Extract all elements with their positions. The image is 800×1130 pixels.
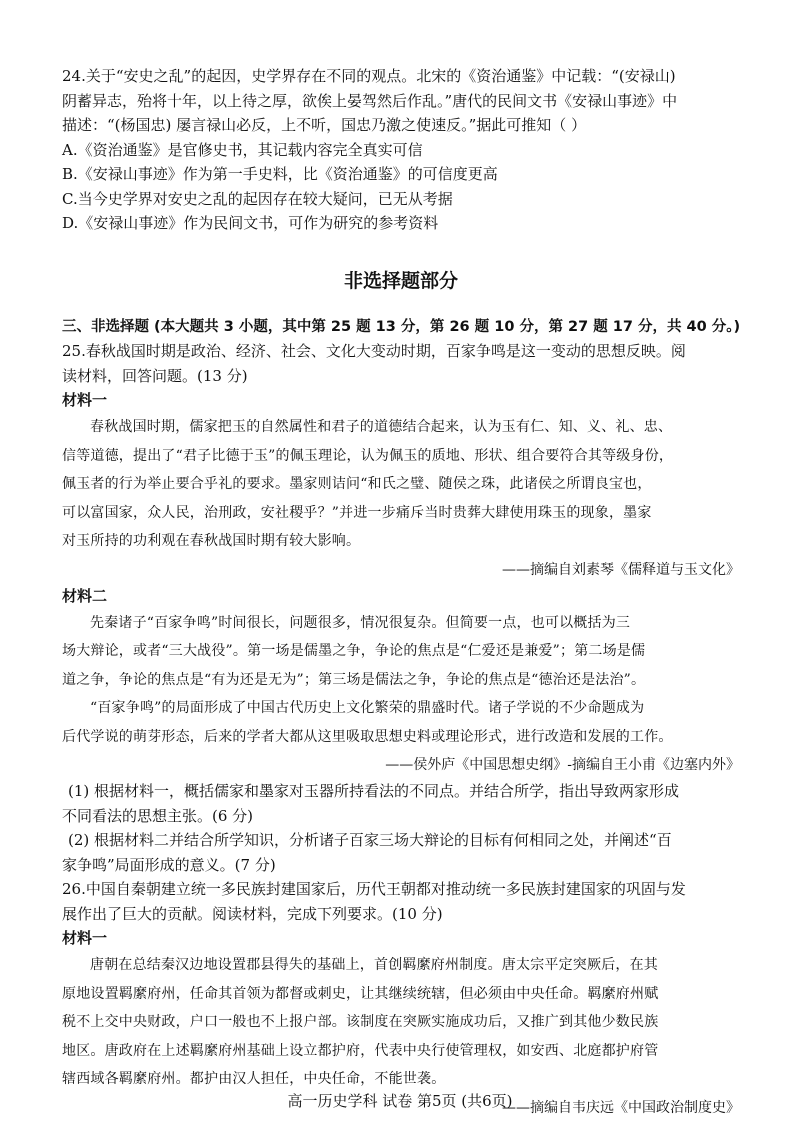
q26-intro-line: 展作出了巨大的贡献。阅读材料，完成下列要求。(10 分) [62, 904, 443, 923]
material-label: 材料二 [62, 586, 108, 605]
q24-option-d: D.《安禄山事迹》作为民间文书，可作为研究的参考资料 [62, 214, 439, 232]
material-source: ——侯外庐《中国思想史纲》-摘编自王小甫《边塞内外》 [385, 757, 740, 773]
q24-option-a: A.《资治通鉴》是官修史书，其记载内容完全真实可信 [62, 140, 423, 159]
q24-option-b: B.《安禄山事迹》作为第一手史料，比《资治通鉴》的可信度更高 [62, 165, 498, 183]
material-text: 先秦诸子“百家争鸣”时间很长，问题很多，情况很复杂。但简要一点，也可以概括为三 [90, 614, 631, 631]
section-header: 三、非选择题 (本大题共 3 小题，其中第 25 题 13 分，第 26 题 10 分，第 27 题 17 分，共 40 分。) [62, 318, 740, 335]
material-text: 场大辩论，或者“三大战役”。第一场是儒墨之争，争论的焦点是“仁爱还是兼爱”；第二场是儒 [62, 643, 646, 659]
material-label: 材料一 [62, 929, 108, 947]
material-text: 对玉所持的功利观在春秋战国时期有较大影响。 [62, 533, 361, 549]
question-26 [62, 877, 740, 1122]
sub-question-2: 家争鸣”局面形成的意义。(7 分) [62, 855, 276, 874]
sub-question-1: (1) 根据材料一，概括儒家和墨家对玉器所持看法的不同点。并结合所学，指出导致两家形成 [68, 782, 680, 800]
material-text: “百家争鸣”的局面形成了中国古代历史上文化繁荣的鼎盛时代。诸子学说的不少命题成为 [90, 700, 645, 716]
material-source: ——摘编自韦庆远《中国政治制度史》 [502, 1099, 740, 1116]
sub-question-2: (2) 根据材料二并结合所学知识，分析诸子百家三场大辩论的目标有何相同之处，并阐述“百 [68, 831, 672, 849]
material-text: 信等道德，提出了“君子比德于玉”的佩玉理论，认为佩玉的质地、形状、组合要符合其等级身份， [62, 447, 674, 464]
question-24 [62, 64, 740, 236]
material-text: 后代学说的萌芽形态，后来的学者大都从这里吸取思想史料或理论形式，进行改造和发展的工作。 [62, 728, 673, 745]
q26-intro-line: 26.中国自秦朝建立统一多民族封建国家后，历代王朝都对推动统一多民族封建国家的巩固与发 [62, 880, 686, 898]
material-text: 唐朝在总结秦汉边地设置郡县得失的基础上，首创羁縻府州制度。唐太宗平定突厥后，在其 [90, 957, 658, 973]
material-text: 可以富国家，众人民，治刑政，安社稷乎？”并进一步痛斥当时贵葬大肆使用珠玉的现象，墨家 [62, 504, 652, 521]
sub-question-1: 不同看法的思想主张。(6 分) [62, 806, 254, 825]
q24-line: 24.关于“安史之乱”的起因，史学界存在不同的观点。北宋的《资治通鉴》中记载：“(安禄山) [62, 67, 676, 85]
question-25 [62, 339, 740, 877]
material-text: 道之争，争论的焦点是“有为还是无为”；第三场是儒法之争，争论的焦点是“德治还是法治”。 [62, 671, 646, 688]
q25-intro-line: 25.春秋战国时期是政治、经济、社会、文化大变动时期，百家争鸣是这一变动的思想反映。阅 [62, 342, 686, 360]
material-label: 材料一 [62, 391, 108, 409]
q25-intro-line: 读材料，回答问题。(13 分) [62, 366, 248, 385]
q24-line: 描述：“(杨国忠) 屡言禄山必反，上不听，国忠乃激之使速反。”据此可推知（ ） [62, 116, 587, 134]
page-footer: 高一历史学科 试卷 第5页 (共6页) [287, 1092, 513, 1110]
q24-option-c: C.当今史学界对安史之乱的起因存在较大疑问，已无从考据 [62, 189, 453, 208]
material-text: 地区。唐政府在上述羁縻府州基础上设立都护府，代表中央行使管理权，如安西、北庭都护府管 [62, 1042, 659, 1059]
material-text: 税不上交中央财政，户口一般也不上报户部。该制度在突厥实施成功后，又推广到其他少数民族 [62, 1014, 659, 1030]
q24-line: 阴蓄异志，殆将十年，以上待之厚，欲俟上晏驾然后作乱。”唐代的民间文书《安禄山事迹》中 [62, 91, 678, 110]
section-title: 非选择题部分 [343, 269, 458, 292]
material-text: 原地设置羁縻府州，任命其首领为都督或刺史，让其继续统辖，但必须由中央任命。羁縻府州赋 [62, 985, 659, 1002]
material-text: 春秋战国时期，儒家把玉的自然属性和君子的道德结合起来，认为玉有仁、知、义、礼、忠、 [90, 419, 673, 435]
material-source: ——摘编自刘素琴《儒释道与玉文化》 [502, 561, 740, 578]
material-text: 佩玉者的行为举止要合乎礼的要求。墨家则诘问“和氏之璧、随侯之珠，此诸侯之所谓良宝也， [62, 476, 652, 492]
material-text: 辖西域各羁縻府州。都护由汉人担任，中央任命，不能世袭。 [62, 1071, 446, 1087]
